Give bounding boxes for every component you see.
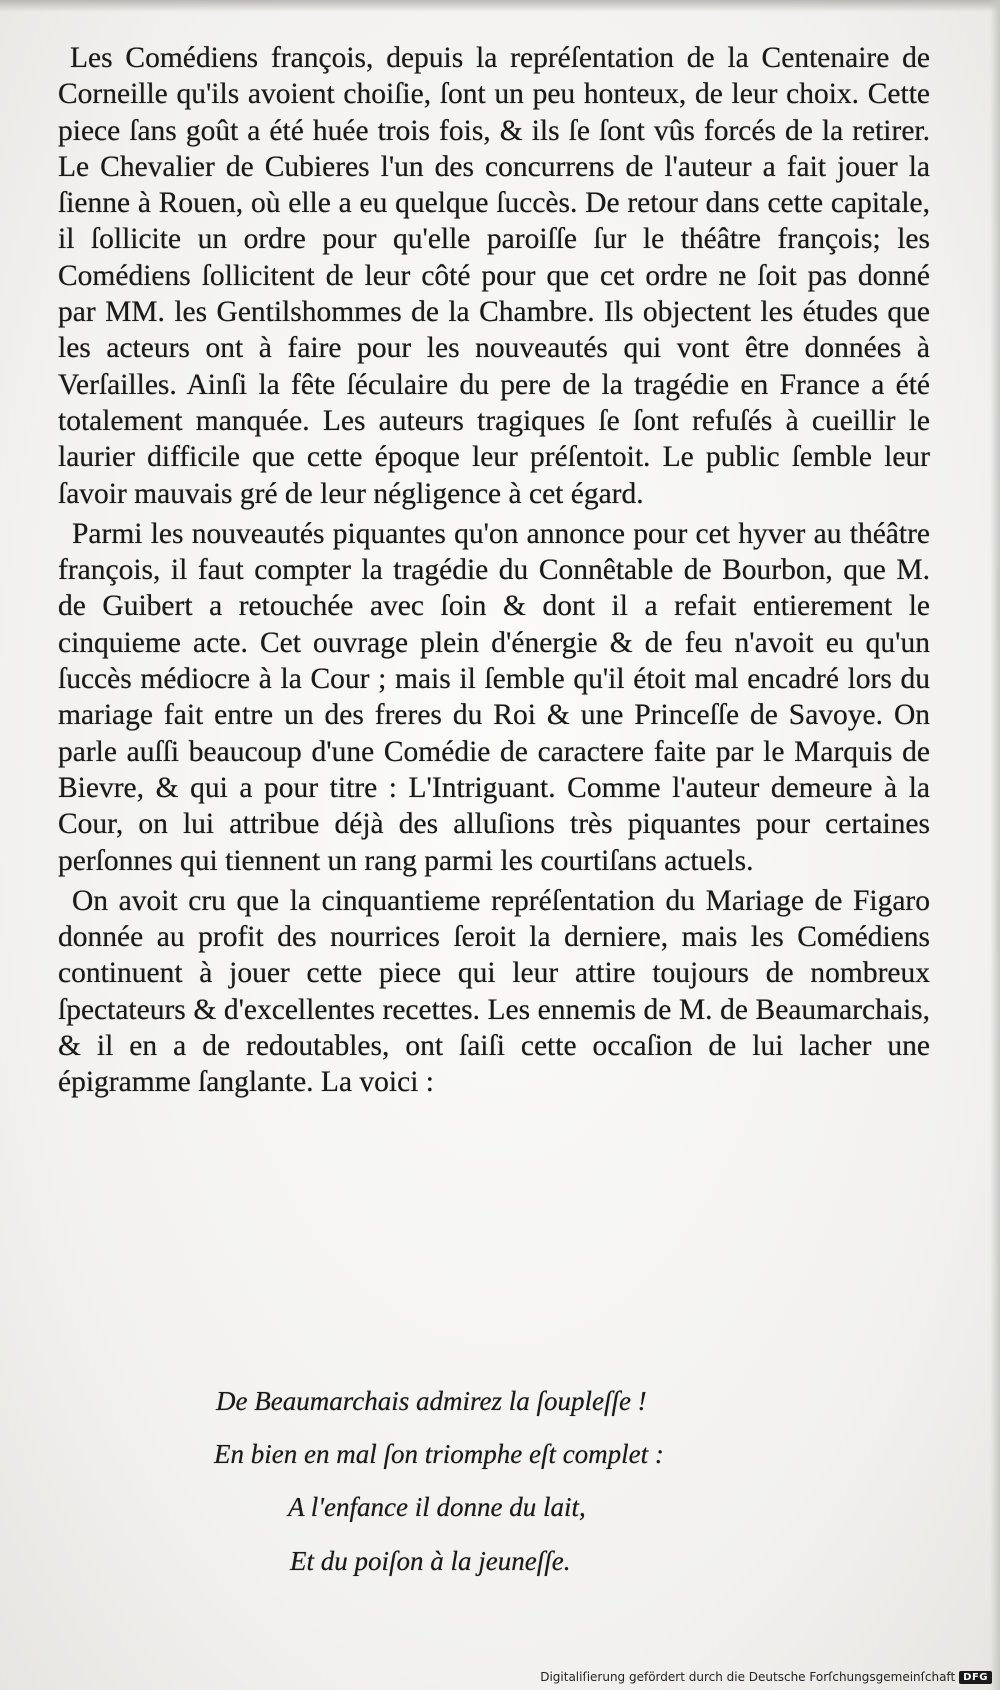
verse-line-4: Et du poiſon à la jeuneſſe. bbox=[290, 1546, 571, 1576]
credit-text: Digitaliſierung gefördert durch die Deutsche Forſchungsgemeinſchaft bbox=[540, 1670, 956, 1684]
digitization-credit bbox=[540, 1670, 992, 1684]
verse-line-3: A l'enfance il donne du lait, bbox=[288, 1492, 586, 1522]
page-right-edge bbox=[990, 0, 1000, 1690]
paragraph-nouveautes: Parmi les nouveautés piquantes qu'on annonce pour cet hyver au théâtre françois, il faut compter la tragédie du Connêtable de Bourbon, que M. de Guibert a retouchée avec ſoin & dont il a refait entierement le cinquieme acte. Cet ouvrage plein d'énergie & de feu n'avoit eu qu'un ſuccès médiocre à la Cour ; mais il ſemble qu'il étoit mal encadré lors du mariage fait entre un des freres du Roi & une Princeſſe de Savoye. On parle auſſi beaucoup d'une Comédie de caractere faite par le Marquis de Bievre, & qui a pour titre : L'Intriguant. Comme l'auteur demeure à la Cour, on lui attribue déjà des alluſions très piquantes pour certaines perſonnes qui tiennent un rang parmi les courtiſans actuels. bbox=[58, 517, 930, 877]
page-top-edge bbox=[0, 0, 1000, 12]
verse-line-1: De Beaumarchais admirez la ſoupleſſe ! bbox=[216, 1386, 647, 1416]
dfg-logo: DFG bbox=[959, 1671, 992, 1684]
paragraph-comediens: Les Comédiens françois, depuis la repréſentation de la Centenaire de Corneille qu'ils avoient choiſie, ſont un peu honteux, de leur choix. Cette piece ſans goût a été huée trois fois, & ils ſe ſont vûs forcés de la retirer. Le Chevalier de Cubieres l'un des concurrens de l'auteur a fait jouer la ſienne à Rouen, où elle a eu quelque ſuccès. De retour dans cette capitale, il ſollicite un ordre pour qu'elle paroiſſe ſur le théâtre françois; les Comédiens ſollicitent de leur côté pour que cet ordre ne ſoit pas donné par MM. les Gentilshommes de la Chambre. Ils objectent les études que les acteurs ont à faire pour les nouveautés qui vont être données à Verſailles. Ainſi la fête ſéculaire du pere de la tragédie en France a été totalement manquée. Les auteurs tragiques ſe ſont refuſés à cueillir le laurier difficile que cette époque leur préſentoit. Le public ſemble leur ſavoir mauvais gré de leur négligence à cet égard. bbox=[58, 42, 930, 510]
verse-line-2: En bien en mal ſon triomphe eſt complet : bbox=[214, 1439, 664, 1469]
paragraph-figaro: On avoit cru que la cinquantieme repréſentation du Mariage de Figaro donnée au profit des nourrices ſeroit la derniere, mais les Comédiens continuent à jouer cette piece qui leur attire toujours de nombreux ſpectateurs & d'excellentes recettes. Les ennemis de M. de Beaumarchais, & il en a de redoutables, ont ſaiſi cette occaſion de lui lacher une épigramme ſanglante. La voici : bbox=[58, 884, 930, 1099]
body-text bbox=[58, 40, 930, 1101]
